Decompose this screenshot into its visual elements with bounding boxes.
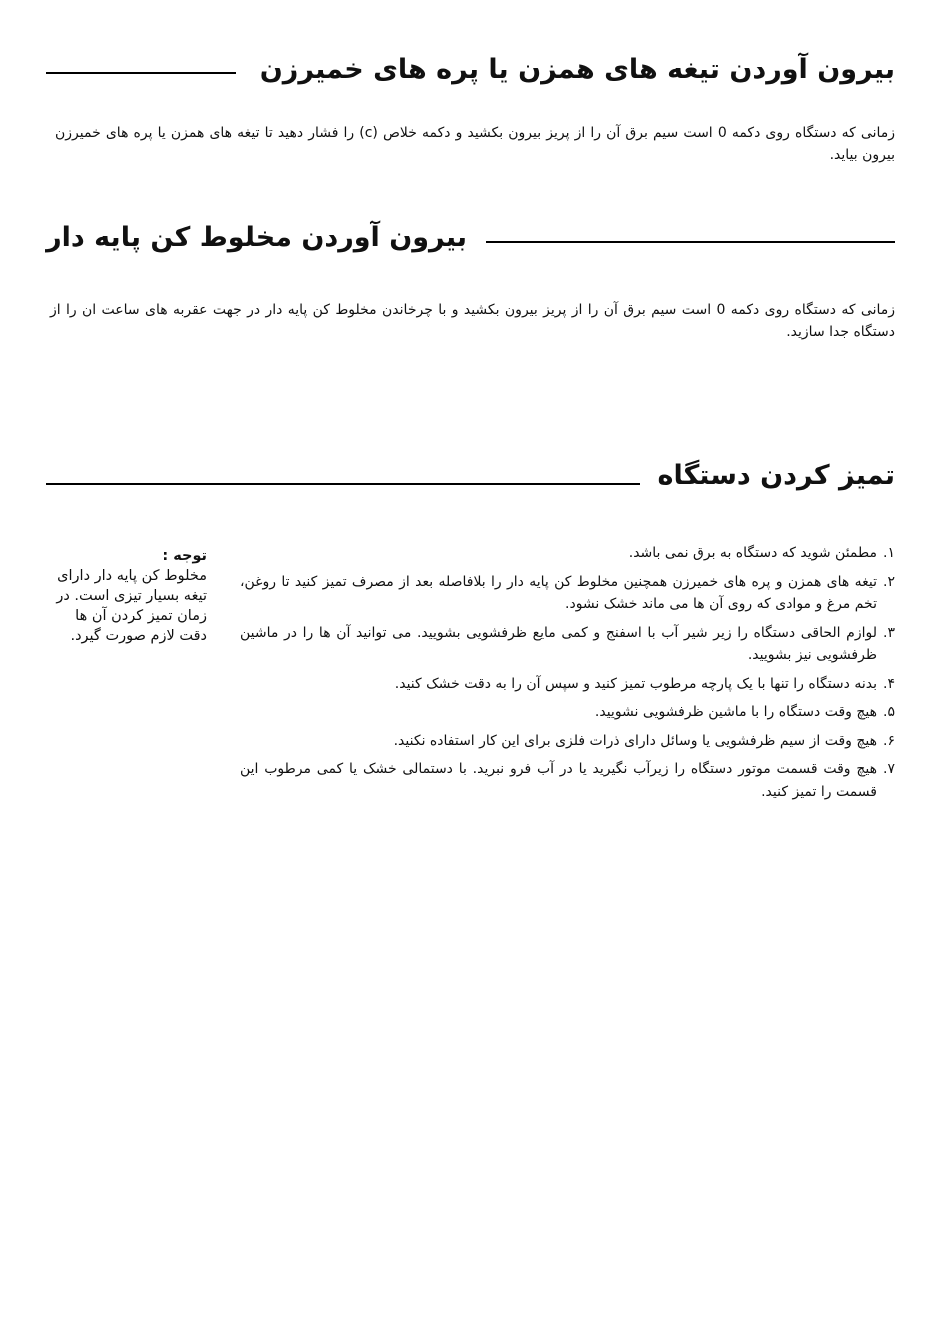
list-item — [240, 701, 895, 724]
step-text: هیچ وقت از سیم ظرفشویی یا وسائل دارای ذرات فلزی برای این کار استفاده نکنید. — [393, 732, 877, 749]
heading-rule — [46, 72, 236, 74]
step-number: ۷. — [883, 761, 895, 777]
step-number: ۴. — [883, 675, 895, 692]
warning-note — [45, 546, 207, 646]
section-heading-remove-beaters: بیرون آوردن تیغه های همزن یا پره های خمیرزن — [259, 54, 895, 85]
step-number: ۳. — [883, 624, 895, 641]
section-heading-remove-blender: بیرون آوردن مخلوط کن پایه دار — [46, 222, 467, 253]
note-title: توجه : — [162, 548, 207, 564]
step-text: تیغه های همزن و پره های خمیرزن همچنین مخلوط کن پایه دار را بلافاصله بعد از مصرف تمیز کنید تا روغن، تخم مرغ و موادی که روی آن ها می ماند خشک نشود. — [240, 573, 877, 612]
step-text: لوازم الحاقی دستگاه را زیر شیر آب با اسفنج و کمی مایع ظرفشویی بشویید. می توانید آن ها را در ماشین ظرفشویی نیز بشویید. — [240, 624, 877, 663]
step-text: هیچ وقت قسمت موتور دستگاه را زیرآب نگیرید یا در آب فرو نبرید. با دستمالی خشک یا کمی مرطوب این قسمت را تمیز کنید. — [240, 761, 877, 800]
list-item — [240, 730, 895, 753]
heading-rule — [486, 241, 895, 243]
section-body-remove-beaters: زمانی که دستگاه روی دکمه 0 است سیم برق آن را از پریز بیرون بکشید و دکمه خلاص (c) را فشار دهید تا تیغه های همزن یا پره های خمیرزن بیرون بیاید. — [55, 125, 895, 163]
heading-rule — [46, 483, 640, 485]
list-item — [240, 758, 895, 803]
step-text: مطمئن شوید که دستگاه به برق نمی باشد. — [628, 545, 877, 561]
step-number: ۵. — [883, 704, 895, 720]
step-number: ۲. — [883, 573, 895, 590]
list-item — [240, 571, 895, 616]
cleaning-steps-list — [240, 542, 895, 809]
list-item — [240, 673, 895, 696]
step-text: بدنه دستگاه را تنها با یک پارچه مرطوب تمیز کنید و سپس آن را به دقت خشک کنید. — [394, 675, 877, 692]
section-heading-cleaning: تمیز کردن دستگاه — [657, 460, 895, 491]
note-text: مخلوط کن پایه دار دارای تیغه بسیار تیزی است. در زمان تمیز کردن آن ها دقت لازم صورت گیرد. — [56, 568, 207, 644]
list-item — [240, 542, 895, 565]
step-number: ۱. — [883, 545, 895, 561]
list-item — [240, 622, 895, 667]
step-number: ۶. — [883, 732, 895, 749]
step-text: هیچ وقت دستگاه را با ماشین ظرفشویی نشویید. — [594, 704, 877, 720]
section-body-remove-blender: زمانی که دستگاه روی دکمه 0 است سیم برق آن را از پریز بیرون بکشید و با چرخاندن مخلوط کن پایه دار در جهت عقربه های ساعت ان را از دستگاه جدا سازید. — [50, 302, 895, 340]
